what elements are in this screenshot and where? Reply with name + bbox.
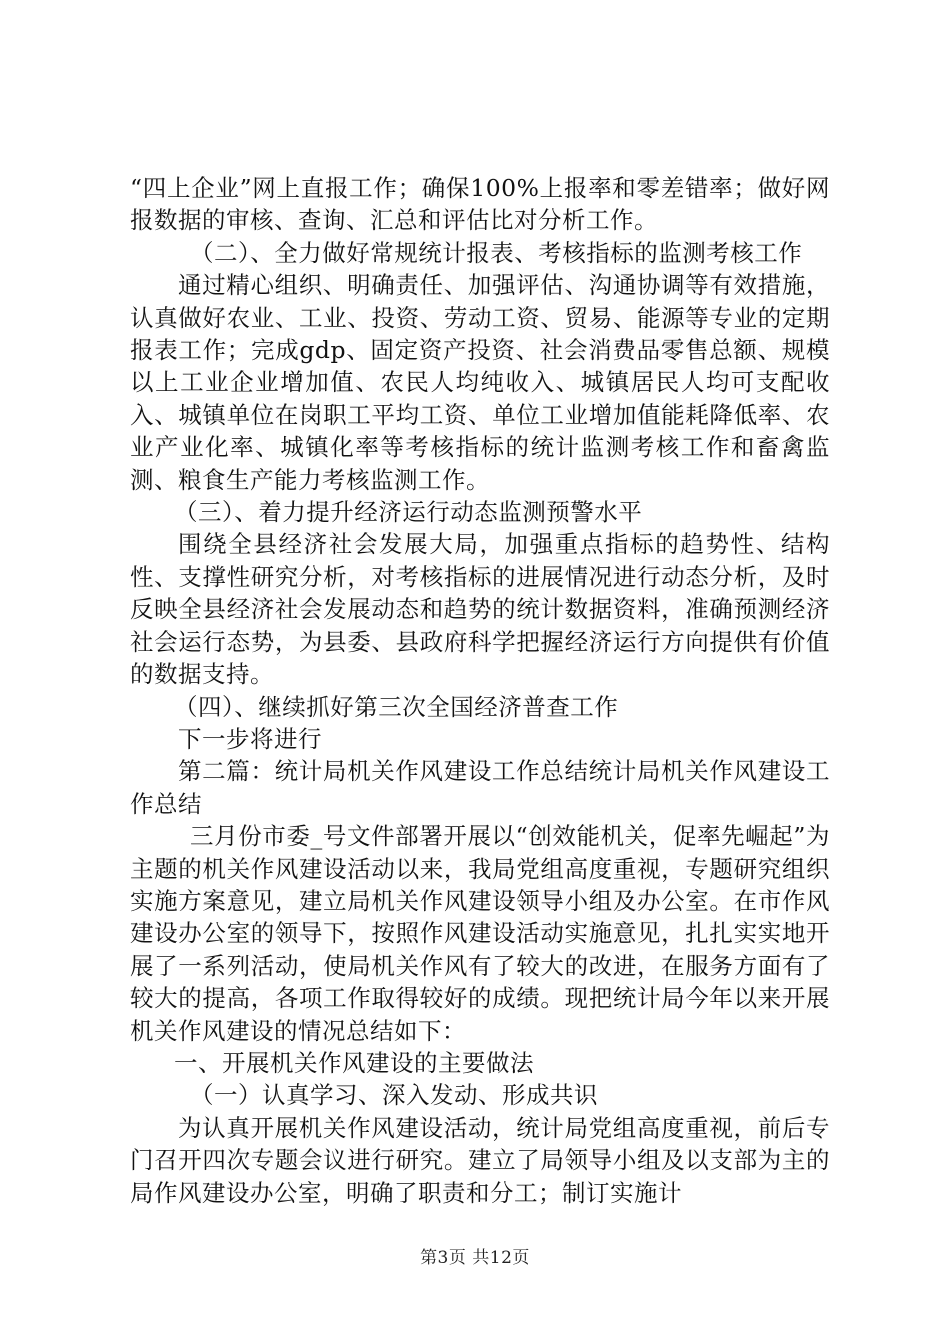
paragraph-routine-reports: 通过精心组织、明确责任、加强评估、沟通协调等有效措施，认真做好农业、工业、投资、劳动工资、贸易、能源等专业的定期报表工作；完成gdp、固定资产投资、社会消费品零售总额、规模以上工业企业增加值、农民人均纯收入、城镇居民人均可支配收入、城镇单位在岗职工平均工资、单位工业增加值能耗降低率、农业产业化率、城镇化率等考核指标的统计监测考核工作和畜禽监测、粮食生产能力考核监测工作。 — [130, 271, 830, 494]
paragraph-monitoring: 围绕全县经济社会发展大局，加强重点指标的趋势性、结构性、支撑性研究分析，对考核指标的进展情况进行动态分析，及时反映全县经济社会发展动态和趋势的统计数据资料，准确预测经济社会运行态势，为县委、县政府科学把握经济运行方向提供有价值的数据支持。 — [130, 530, 830, 689]
heading-subsection-1: （一）认真学习、深入发动、形成共识 — [190, 1081, 598, 1110]
paragraph-march-deployment: 三月份市委_号文件部署开展以“创效能机关，促率先崛起”为主题的机关作风建设活动以来，我局党组高度重视，专题研究组织实施方案意见，建立局机关作风建设领导小组及办公室。在市作风建设办公室的领导下，按照作风建设活动实施意见，扎扎实实地开展了一系列活动，使局机关作风有了较大的改进，在服务方面有了较大的提高，各项工作取得较好的成绩。现把统计局今年以来开展机关作风建设的情况总结如下： — [130, 822, 830, 1045]
paragraph-network-reporting: “四上企业”网上直报工作；确保100%上报率和零差错率；做好网报数据的审核、查询、汇总和评估比对分析工作。 — [130, 174, 830, 235]
heading-part-two: 第二篇：统计局机关作风建设工作总结统计局机关作风建设工作总结 — [130, 757, 830, 818]
heading-section-4: （四）、继续抓好第三次全国经济普查工作 — [174, 692, 619, 721]
heading-main-practices: 一、开展机关作风建设的主要做法 — [174, 1048, 534, 1077]
heading-section-3: （三）、着力提升经济运行动态监测预警水平 — [174, 498, 643, 527]
paragraph-study-mobilize: 为认真开展机关作风建设活动，统计局党组高度重视，前后专门召开四次专题会议进行研究。建立了局领导小组及以支部为主的局作风建设办公室，明确了职责和分工；制订实施计 — [130, 1113, 830, 1207]
heading-section-2: （二）、全力做好常规统计报表、考核指标的监测考核工作 — [190, 238, 803, 267]
paragraph-next-step: 下一步将进行 — [178, 724, 322, 753]
page-number-footer: 第3页 共12页 — [420, 1248, 530, 1268]
document-body — [130, 172, 830, 1209]
